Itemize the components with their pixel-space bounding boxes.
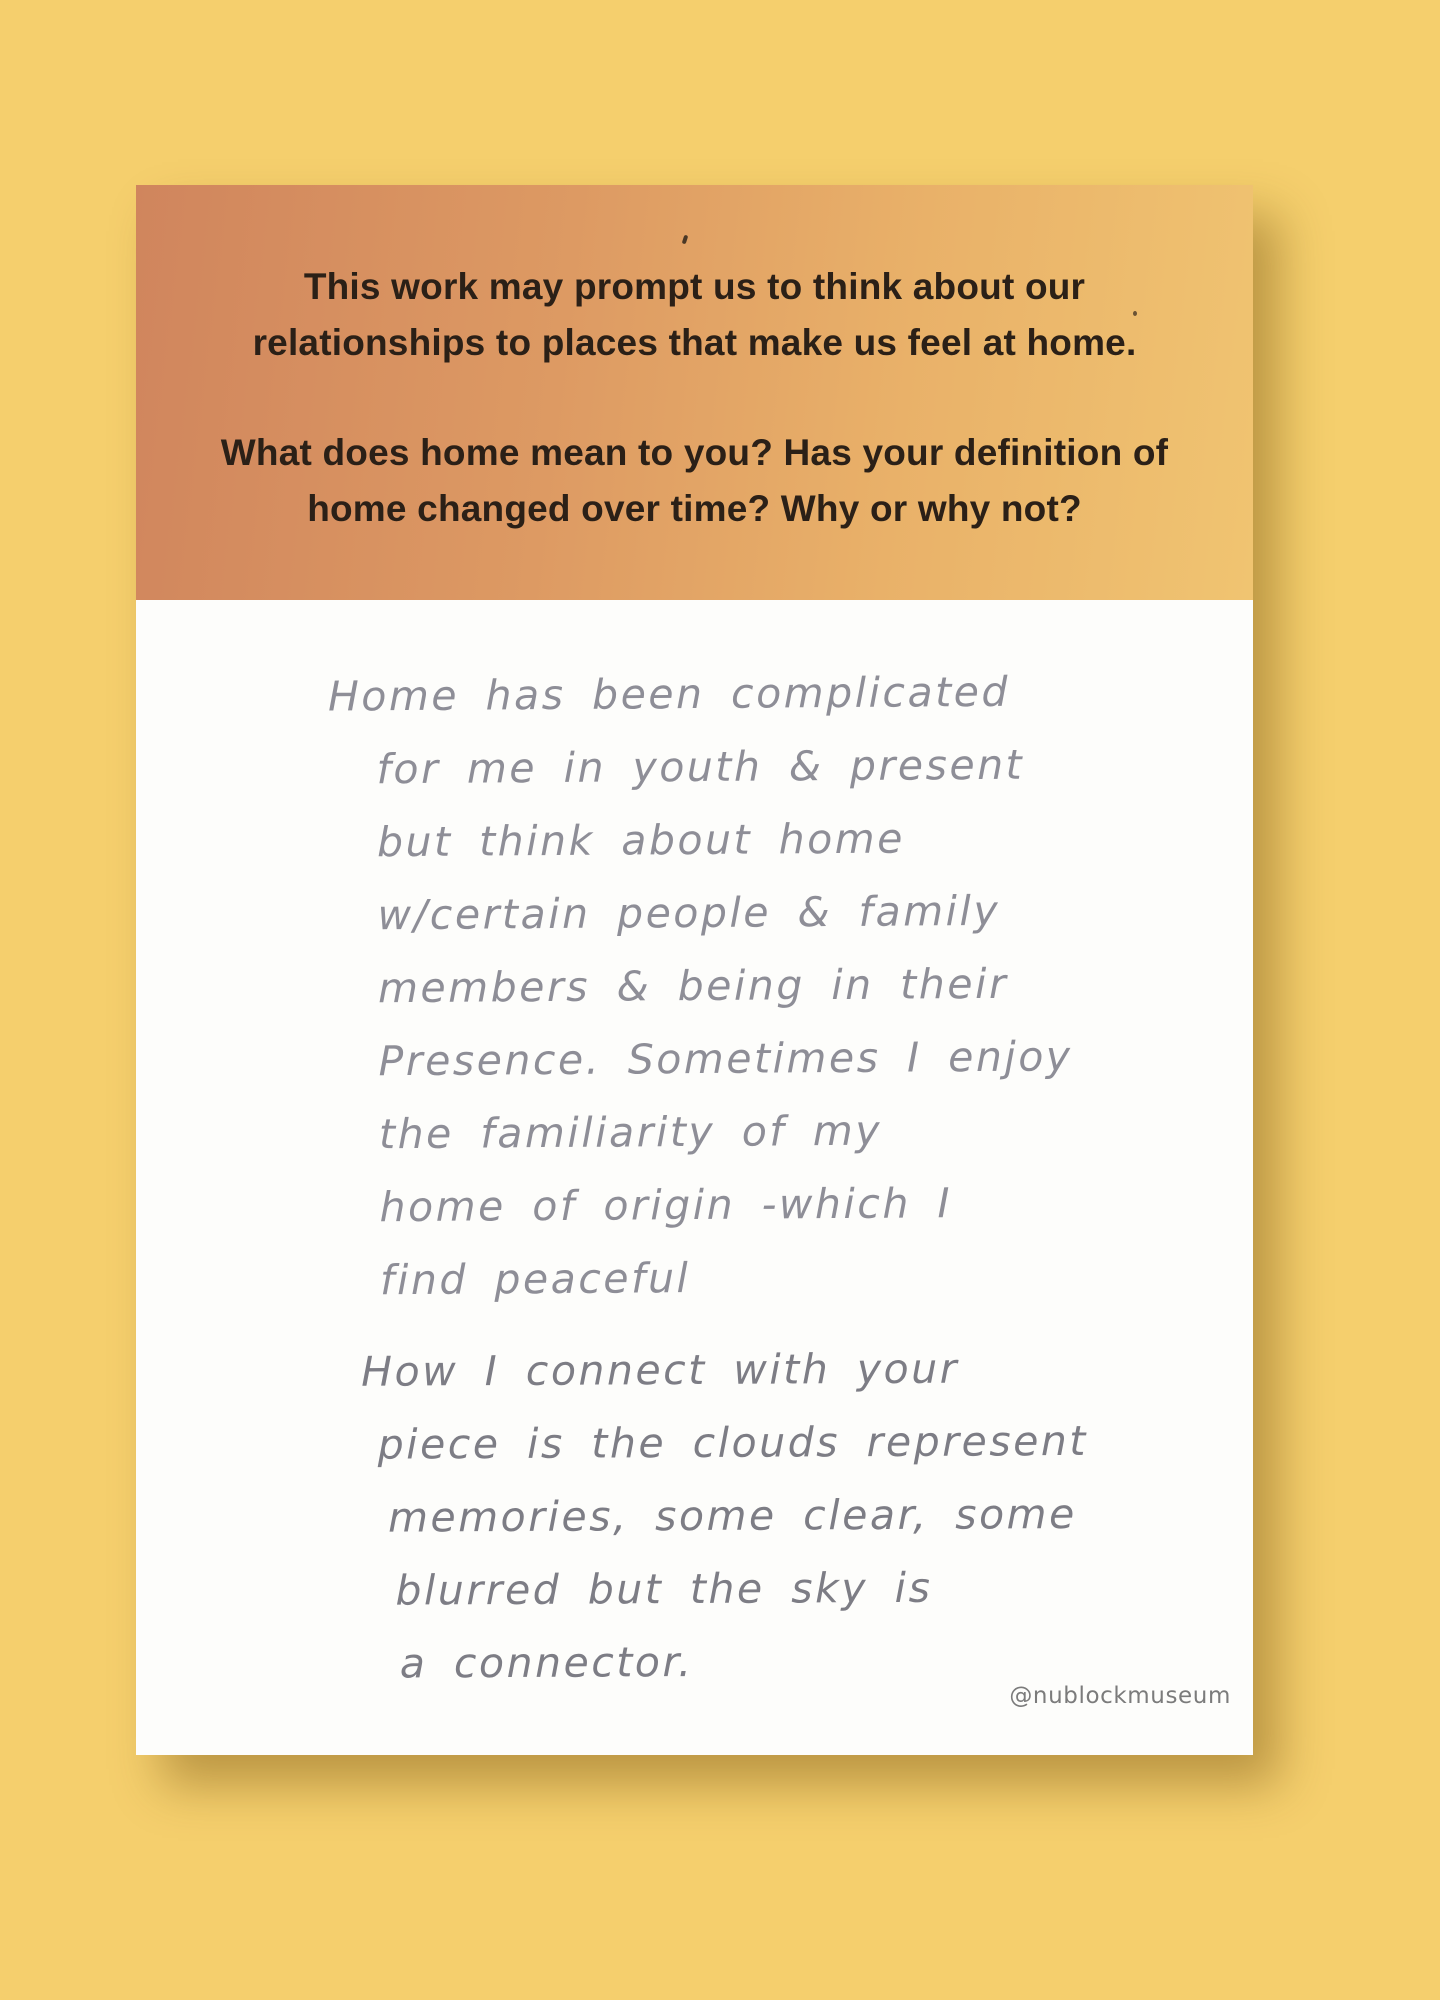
- dust-speck: [1133, 311, 1137, 316]
- handwritten-line: memories, some clear, some: [387, 1489, 1077, 1542]
- handwritten-line: piece is the clouds represent: [377, 1416, 1089, 1469]
- response-card: [136, 185, 1253, 1755]
- handwritten-line: blurred but the sky is: [395, 1563, 933, 1615]
- handwritten-line: members & being in their: [377, 959, 1009, 1013]
- prompt-question: What does home mean to you? Has your definition of home changed over time? Why or why not?: [220, 432, 1169, 529]
- handwritten-line: w/certain people & family: [377, 886, 1001, 940]
- handwritten-line: How I connect with your: [361, 1344, 960, 1396]
- pin-mark: [682, 235, 689, 245]
- prompt-header: [136, 185, 1253, 600]
- handwritten-response-area: [136, 600, 1253, 1755]
- handwritten-line: a connector.: [399, 1638, 694, 1688]
- handwritten-line: home of origin -which I: [379, 1179, 953, 1232]
- handwritten-line: find peaceful: [379, 1254, 691, 1305]
- prompt-statement: This work may prompt us to think about our relationships to places that make us feel at home.: [252, 266, 1137, 363]
- handwritten-line: Presence. Sometimes I enjoy: [378, 1032, 1073, 1086]
- handwritten-paragraph-2: [135, 1331, 1254, 1702]
- handwritten-line: Home has been complicated: [327, 667, 1011, 721]
- handwritten-line: the familiarity of my: [378, 1106, 883, 1159]
- handwritten-line: but think about home: [376, 814, 906, 867]
- handwritten-paragraph-1: [134, 654, 1256, 1319]
- watermark: @nublockmuseum: [1009, 1683, 1231, 1709]
- handwritten-line: for me in youth & present: [376, 740, 1025, 794]
